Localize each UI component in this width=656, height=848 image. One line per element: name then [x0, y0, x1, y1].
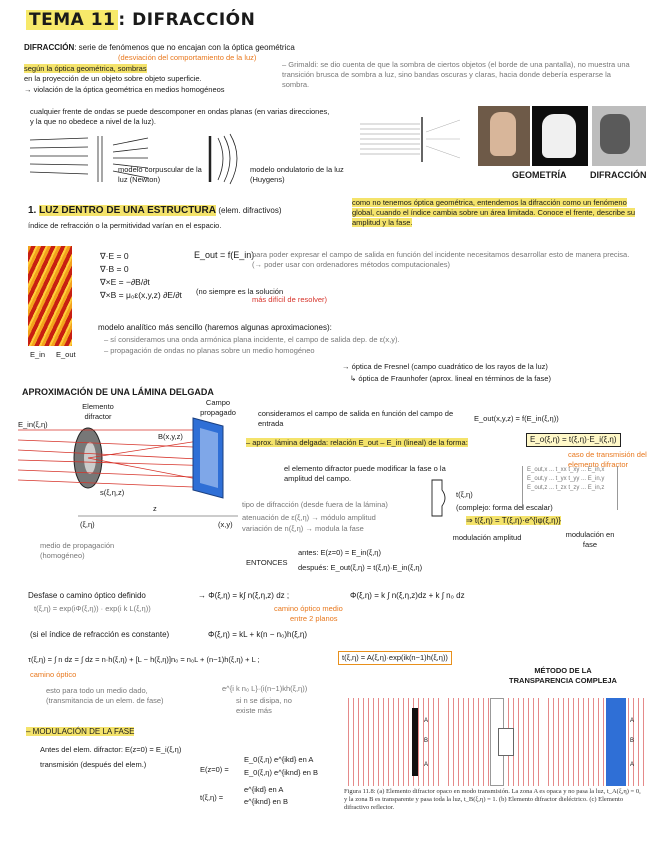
film-sketch [428, 478, 458, 518]
planewave-text: cualquier frente de ondas se puede descomponer en ondas planas (en varias direcciones, y la que no obedece a nivel de la luz). [30, 107, 330, 126]
section-1-right: como no tenemos óptica geométrica, entendemos la difracción como un fenómeno global, cuando el índice cambia sobre un área limitada. Conoce el frente, describe su amplitud y la fase. [352, 198, 636, 227]
phase-eq-2: Φ(ξ,η) = kL + k(n − n₀)h(ξ,η) [208, 630, 308, 639]
diffraction-photo [592, 106, 646, 166]
campo-salida-eq: E_out(x,y,z) = f(E_in(ξ,η)) [474, 414, 559, 423]
intro-line-1: según la óptica geométrica, sombras [24, 64, 147, 73]
film-modifies-text: el elemento difractor puede modificar la fase o la amplitud del campo. [284, 464, 446, 483]
ein-xi-label: E_in(ξ,η) [18, 420, 48, 429]
e-out-label: E_out [56, 350, 76, 359]
page-title [26, 10, 255, 30]
transmission-note: caso de transmisión del elemento difractor [568, 450, 647, 469]
t-bottom: e^{iknd} en B [244, 797, 288, 806]
panel-c: A B A [544, 698, 644, 786]
intro-line-2: en la proyección de un objeto sobre objeto superficie. [24, 74, 202, 83]
xy-label: (x,y) [218, 520, 233, 529]
b-xyz-label: B(x,y,z) [158, 432, 183, 441]
maxwell-equations [100, 250, 182, 302]
approx-fresnel: → óptica de Fresnel (campo cuadrático de los rayos de la luz) [342, 362, 548, 371]
title-prefix: TEMA 11 [26, 10, 118, 30]
aprox-lamina: – aprox. lámina delgada: relación E_out – E_in (lineal) de la forma: [246, 438, 468, 447]
maxwell-eq-3: ∇×E = −∂B/∂t [100, 277, 150, 287]
campo-propagado-label: Campo propagado [200, 398, 236, 417]
maxwell-eq-4: ∇×B = μ₀ε(x,y,z) ∂E/∂t [100, 290, 182, 300]
approx-fraunhofer: ↳ óptica de Fraunhofer (aprox. lineal en términos de la fase) [350, 374, 551, 383]
title-main: : DIFRACCIÓN [118, 10, 256, 30]
xi-eta-label: (ξ,η) [80, 520, 95, 529]
parallel-beam-diagram [360, 112, 470, 172]
amplitude-modulation: atenuación de ε(ξ,η) → módulo amplitud [242, 513, 376, 522]
definition-line [24, 43, 374, 53]
t-label: t(ξ,η) = [200, 793, 224, 802]
below-2: (transmitancia de un elem. de fase) [46, 696, 164, 705]
e-zero-label: E(z=0) = [200, 765, 229, 774]
intro-line-3: → violación de la óptica geométrica en medios homogéneos [24, 85, 225, 94]
camino-medio: camino óptico medio [274, 604, 343, 613]
elem-difractor-label: Elemento difractor [82, 402, 114, 421]
film-t-label: t(ξ,η) [456, 490, 473, 499]
maxwell-eq-1: ∇·E = 0 [100, 251, 129, 261]
hand-photo-geometry [478, 106, 530, 166]
z-label: z [153, 504, 157, 513]
section-1-heading: 1. LUZ DENTRO DE UNA ESTRUCTURA (elem. difractivos) [28, 205, 282, 216]
definition-label: DIFRACCIÓN [24, 43, 75, 52]
eout-eq: E_out = f(E_in) [194, 250, 255, 260]
section-1-sub: índice de refracción o la permitividad varían en el espacio. [28, 221, 222, 230]
note-1: (no siempre es la solución [196, 287, 284, 296]
phase-modulation: variación de n(ξ,η) → modula la fase [242, 524, 364, 533]
below-1: esto para todo un medio dado, [46, 686, 148, 695]
before-elem: Antes del elem. difractor: E(z=0) = E_i(ξ,η) [40, 745, 182, 754]
antes-eq: antes: E(z=0) = E_in(ξ,η) [298, 548, 381, 557]
note-2: más difícil de resolver) [252, 295, 328, 304]
camino-optico: camino óptico [30, 670, 77, 679]
mod-fase-label: modulación en fase [565, 530, 615, 549]
figure-caption: Figura 11.8: (a) Elemento difractor opaco en modo transmisión. La zona A es opaca y no pasa la luz, t_A(ξ,η) = 0, y la zona B es transparente y pasa toda la luz, t_B(ξ,η) = 1. (b) Elemento difractor dieléctrico. (c) Elemento difractivo reflector. [344, 788, 641, 811]
grimaldi-note: – Grimaldi: se dio cuenta de que la sombra de ciertos objetos (el borde de una pantalla), no muestra una transición brusca de sombra a luz, sino bandas oscuras y claras, hacia donde debería esperarse la sombra. [282, 60, 630, 89]
campo-salida-text: consideramos el campo de salida en función del campo de entrada [258, 409, 454, 428]
model-heading: modelo analítico más sencillo (haremos algunas aproximaciones): [98, 323, 332, 332]
hand-shadow-photo [532, 106, 588, 166]
tau-eq: τ(ξ,η) = ∫ n dz = ∫ dz = n·h(ξ,η) + [L − h(ξ,η)]n₀ = n₀L + (n−1)h(ξ,η) + L ; [28, 655, 260, 664]
e-in-label: E_in [30, 350, 46, 359]
s-label: s(ξ,η,z) [100, 488, 125, 497]
phase-line: Desfase o camino óptico definido [28, 591, 146, 600]
modulation-heading: – MODULACIÓN DE LA FASE [26, 727, 135, 736]
transmission-after: transmisión (después del elem.) [40, 760, 147, 769]
e-bottom: E_0(ξ,η) e^{iknd} en B [244, 768, 319, 777]
thin-film-heading: APROXIMACIÓN DE UNA LÁMINA DELGADA [22, 387, 214, 397]
figure-header: MÉTODO DE LA TRANSPARENCIA COMPLEJA [509, 666, 617, 685]
transmission-eq-box: E_o(ξ,η) = t(ξ,η)·E_i(ξ,η) [526, 433, 621, 447]
panel-a: A B A [344, 698, 440, 786]
phase-sub: t(ξ,η) = exp(iΦ(ξ,η)) · exp(i k L(ξ,η)) [34, 604, 151, 613]
wave-model-label: modelo ondulatorio de la luz (Huygens) [250, 165, 344, 184]
phase-eq-1b: Φ(ξ,η) = k ∫ n(ξ,η,z)dz + k ∫ n₀ dz [350, 591, 465, 600]
below-3: e^{i k n₀ L}·(i(n−1)kh(ξ,η)) [222, 684, 308, 693]
constant-index: (si el índice de refracción es constante) [30, 630, 170, 639]
label-diffraction: DIFRACCIÓN [590, 170, 647, 180]
fringe-image [28, 246, 72, 346]
complex-form: (complejo: forma del escalar) [456, 503, 553, 512]
eout-text: para poder expresar el campo de salida en función del incidente necesitamos desarrollar esto de manera precisa. (→ poder usar con ordenadores métodos computacionales) [252, 250, 630, 269]
maxwell-eq-2: ∇·B = 0 [100, 264, 129, 274]
definition-note: (desviación del comportamiento de la luz) [118, 53, 257, 62]
figure-panels [344, 698, 644, 786]
t-final-box: t(ξ,η) = A(ξ,η)·exp(ik(n−1)h(ξ,η)) [338, 651, 452, 665]
model-item-1: – sí consideramos una onda armónica plana incidente, el campo de salida dep. de ε(x,y). [104, 335, 400, 344]
phase-eq-1: → Φ(ξ,η) = k∫ n(ξ,η,z) dz ; [198, 591, 290, 600]
e-top: E_0(ξ,η) e^{ikd} en A [244, 755, 314, 764]
medio-label: medio de propagación (homogéneo) [40, 541, 115, 560]
below-4: si n se disipa, no existe más [236, 696, 292, 715]
medio-tip: tipo de difracción (desde fuera de la lámina) [242, 500, 388, 509]
entre-planos: entre 2 planos [290, 614, 338, 623]
model-item-2: – propagación de ondas no planas sobre un medio homogéneo [104, 346, 315, 355]
label-geometry: GEOMETRÍA [512, 170, 567, 180]
ray-model-label: modelo corpuscular de la luz (Newton) [118, 165, 202, 184]
thin-film-diagram [18, 398, 258, 538]
despues-eq: después: E_out(ξ,η) = t(ξ,η)·E_in(ξ,η) [298, 563, 423, 572]
definition-text: : serie de fenómenos que no encajan con la óptica geométrica [74, 43, 295, 52]
mod-amp-label: modulación amplitud [452, 533, 522, 542]
entonces-label: ENTONCES [246, 558, 288, 567]
t-top: e^{ikd} en A [244, 785, 284, 794]
t-equation: ⇒ t(ξ,η) = T(ξ,η)·e^{iφ(ξ,η)} [466, 516, 561, 525]
panel-b [444, 698, 540, 786]
matrix-block: E_out,x ... t_xx t_xy ... E_in,x E_out,y ... t_yx t_yy ... E_in,y E_out,z ... t_zx t_zy ... E_in,z [522, 466, 618, 510]
